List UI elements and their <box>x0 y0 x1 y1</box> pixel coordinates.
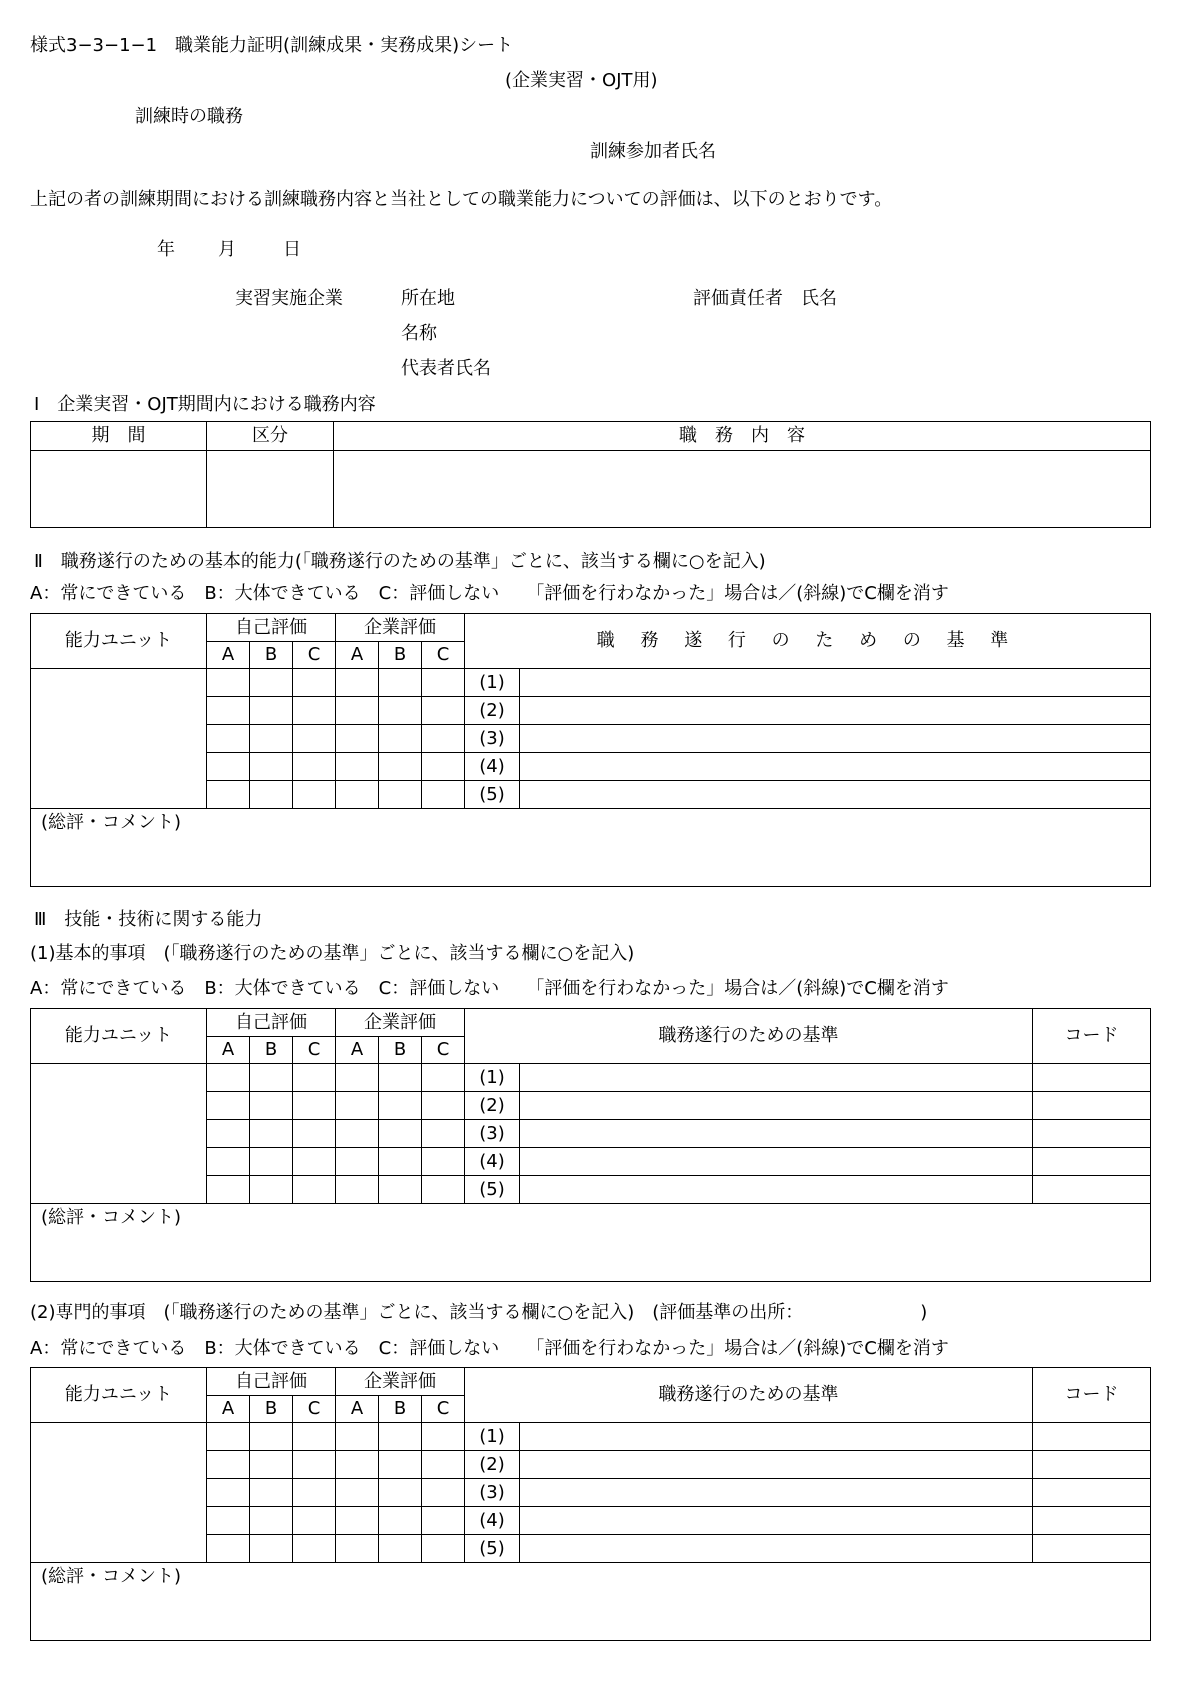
grade-checkbox-cell[interactable] <box>336 753 379 781</box>
grade-checkbox-cell[interactable] <box>250 1064 293 1092</box>
criteria-number: (3) <box>465 1120 520 1148</box>
grade-checkbox-cell[interactable] <box>293 725 336 753</box>
grade-checkbox-cell[interactable] <box>336 781 379 809</box>
grade-checkbox-cell[interactable] <box>207 781 250 809</box>
address-label: 所在地 <box>401 288 455 309</box>
criteria-number: (5) <box>465 1535 520 1563</box>
duty-label: 訓練時の職務 <box>135 106 243 127</box>
code-header: コード <box>1033 1009 1151 1064</box>
grade-c-header: C <box>293 1037 336 1064</box>
grade-checkbox-cell[interactable] <box>336 1423 379 1451</box>
grade-checkbox-cell[interactable] <box>207 697 250 725</box>
criteria-header: 職 務 遂 行 の た め の 基 準 <box>465 614 1151 669</box>
criteria-number: (4) <box>465 1148 520 1176</box>
grade-checkbox-cell[interactable] <box>336 1535 379 1563</box>
grade-checkbox-cell[interactable] <box>293 1423 336 1451</box>
criteria-number: (2) <box>465 697 520 725</box>
grade-checkbox-cell[interactable] <box>422 781 465 809</box>
category-cell[interactable] <box>207 451 334 528</box>
grade-b-header: B <box>379 1037 422 1064</box>
grade-b-header: B <box>379 642 422 669</box>
self-eval-header: 自己評価 <box>207 614 336 642</box>
criteria-cell[interactable] <box>520 1092 1033 1120</box>
unit-header: 能力ユニット <box>31 1368 207 1423</box>
grade-c-header: C <box>422 1037 465 1064</box>
form-title: 様式3−3−1−1 職業能力証明(訓練成果・実務成果)シート <box>30 35 514 56</box>
grade-checkbox-cell[interactable] <box>250 1120 293 1148</box>
criteria-header: 職務遂行のための基準 <box>465 1368 1033 1423</box>
grade-b-header: B <box>250 642 293 669</box>
company-eval-header: 企業評価 <box>336 614 465 642</box>
grade-checkbox-cell[interactable] <box>207 1176 250 1204</box>
grade-a-header: A <box>207 1396 250 1423</box>
basic-ability-table <box>30 613 1151 887</box>
grade-checkbox-cell[interactable] <box>207 1479 250 1507</box>
grade-checkbox-cell[interactable] <box>336 1092 379 1120</box>
code-cell[interactable] <box>1033 1148 1151 1176</box>
grade-checkbox-cell[interactable] <box>293 1064 336 1092</box>
criteria-number: (1) <box>465 669 520 697</box>
grade-checkbox-cell[interactable] <box>379 753 422 781</box>
grade-checkbox-cell[interactable] <box>379 1176 422 1204</box>
grade-checkbox-cell[interactable] <box>422 669 465 697</box>
section1-heading: Ⅰ 企業実習・OJT期間内における職務内容 <box>34 394 376 415</box>
criteria-number: (5) <box>465 781 520 809</box>
grade-checkbox-cell[interactable] <box>250 1423 293 1451</box>
grade-checkbox-cell[interactable] <box>379 697 422 725</box>
grade-checkbox-cell[interactable] <box>207 1535 250 1563</box>
criteria-cell[interactable] <box>520 1120 1033 1148</box>
grade-checkbox-cell[interactable] <box>422 753 465 781</box>
grade-checkbox-cell[interactable] <box>293 1451 336 1479</box>
criteria-cell[interactable] <box>520 1423 1033 1451</box>
specialized-skills-table <box>30 1367 1151 1641</box>
comment-cell[interactable]: (総評・コメント) <box>31 1204 1151 1282</box>
duties-cell[interactable] <box>334 451 1151 528</box>
grade-checkbox-cell[interactable] <box>207 1064 250 1092</box>
criteria-cell[interactable] <box>520 1507 1033 1535</box>
date-year: 年 <box>157 239 175 260</box>
grade-checkbox-cell[interactable] <box>336 669 379 697</box>
grade-checkbox-cell[interactable] <box>422 1120 465 1148</box>
grade-checkbox-cell[interactable] <box>207 1120 250 1148</box>
grade-checkbox-cell[interactable] <box>422 1423 465 1451</box>
criteria-cell[interactable] <box>520 1479 1033 1507</box>
criteria-cell[interactable] <box>520 1451 1033 1479</box>
legend-3-2: A：常にできている B：大体できている C：評価しない 「評価を行わなかった」場合は／(斜線)でC欄を消す <box>30 1338 949 1359</box>
section3-heading: Ⅲ 技能・技術に関する能力 <box>34 909 263 930</box>
grade-checkbox-cell[interactable] <box>250 1507 293 1535</box>
grade-checkbox-cell[interactable] <box>250 1092 293 1120</box>
criteria-number: (2) <box>465 1451 520 1479</box>
participant-label: 訓練参加者氏名 <box>590 141 716 162</box>
grade-checkbox-cell[interactable] <box>379 1507 422 1535</box>
unit-cell[interactable] <box>31 669 207 809</box>
grade-checkbox-cell[interactable] <box>293 1092 336 1120</box>
criteria-cell[interactable] <box>520 697 1151 725</box>
code-cell[interactable] <box>1033 1479 1151 1507</box>
code-cell[interactable] <box>1033 1535 1151 1563</box>
date-day: 日 <box>283 239 301 260</box>
section3-sub1: (1)基本的事項 (「職務遂行のための基準」ごとに、該当する欄に○を記入) <box>30 943 635 964</box>
grade-checkbox-cell[interactable] <box>422 1148 465 1176</box>
grade-checkbox-cell[interactable] <box>293 1148 336 1176</box>
unit-cell[interactable] <box>31 1423 207 1563</box>
grade-checkbox-cell[interactable] <box>422 1064 465 1092</box>
grade-checkbox-cell[interactable] <box>422 1176 465 1204</box>
grade-c-header: C <box>422 642 465 669</box>
code-cell[interactable] <box>1033 1092 1151 1120</box>
section3-sub2: (2)専門的事項 (「職務遂行のための基準」ごとに、該当する欄に○を記入) (評価基準の出所： ) <box>30 1302 928 1323</box>
criteria-number: (1) <box>465 1423 520 1451</box>
criteria-cell[interactable] <box>520 1176 1033 1204</box>
grade-checkbox-cell[interactable] <box>422 1507 465 1535</box>
comment-cell[interactable]: (総評・コメント) <box>31 809 1151 887</box>
criteria-cell[interactable] <box>520 725 1151 753</box>
company-name-label: 名称 <box>401 323 437 344</box>
grade-checkbox-cell[interactable] <box>207 753 250 781</box>
grade-checkbox-cell[interactable] <box>293 753 336 781</box>
grade-checkbox-cell[interactable] <box>422 725 465 753</box>
section2-heading: Ⅱ 職務遂行のための基本的能力(「職務遂行のための基準」ごとに、該当する欄に○を記入) <box>34 551 766 572</box>
criteria-cell[interactable] <box>520 781 1151 809</box>
grade-checkbox-cell[interactable] <box>250 725 293 753</box>
grade-checkbox-cell[interactable] <box>250 1451 293 1479</box>
grade-checkbox-cell[interactable] <box>336 725 379 753</box>
criteria-number: (3) <box>465 1479 520 1507</box>
self-eval-header: 自己評価 <box>207 1009 336 1037</box>
grade-checkbox-cell[interactable] <box>379 1148 422 1176</box>
grade-checkbox-cell[interactable] <box>379 725 422 753</box>
grade-checkbox-cell[interactable] <box>422 1092 465 1120</box>
self-eval-header: 自己評価 <box>207 1368 336 1396</box>
col-category: 区分 <box>207 422 334 451</box>
duties-table <box>30 421 1151 528</box>
basic-skills-table <box>30 1008 1151 1282</box>
criteria-cell[interactable] <box>520 1148 1033 1176</box>
grade-checkbox-cell[interactable] <box>293 1120 336 1148</box>
grade-checkbox-cell[interactable] <box>336 1120 379 1148</box>
criteria-number: (5) <box>465 1176 520 1204</box>
company-eval-header: 企業評価 <box>336 1009 465 1037</box>
col-duties: 職 務 内 容 <box>334 422 1151 451</box>
code-cell[interactable] <box>1033 1064 1151 1092</box>
grade-checkbox-cell[interactable] <box>250 1479 293 1507</box>
grade-checkbox-cell[interactable] <box>336 1479 379 1507</box>
grade-checkbox-cell[interactable] <box>250 781 293 809</box>
code-header: コード <box>1033 1368 1151 1423</box>
grade-checkbox-cell[interactable] <box>293 669 336 697</box>
grade-checkbox-cell[interactable] <box>422 1535 465 1563</box>
grade-checkbox-cell[interactable] <box>336 1176 379 1204</box>
criteria-cell[interactable] <box>520 669 1151 697</box>
grade-checkbox-cell[interactable] <box>293 1176 336 1204</box>
legend-3-1: A：常にできている B：大体できている C：評価しない 「評価を行わなかった」場合は／(斜線)でC欄を消す <box>30 978 949 999</box>
form-subtitle: (企業実習・OJT用) <box>505 70 658 91</box>
grade-checkbox-cell[interactable] <box>293 1479 336 1507</box>
statement: 上記の者の訓練期間における訓練職務内容と当社としての職業能力についての評価は、以下のとおりです。 <box>30 189 893 210</box>
grade-b-header: B <box>379 1396 422 1423</box>
grade-checkbox-cell[interactable] <box>250 669 293 697</box>
grade-c-header: C <box>293 642 336 669</box>
unit-header: 能力ユニット <box>31 1009 207 1064</box>
grade-checkbox-cell[interactable] <box>293 697 336 725</box>
criteria-cell[interactable] <box>520 753 1151 781</box>
grade-a-header: A <box>336 1396 379 1423</box>
grade-checkbox-cell[interactable] <box>293 1535 336 1563</box>
company-label: 実習実施企業 <box>235 288 343 309</box>
grade-checkbox-cell[interactable] <box>379 1535 422 1563</box>
code-cell[interactable] <box>1033 1507 1151 1535</box>
date-month: 月 <box>218 239 236 260</box>
company-eval-header: 企業評価 <box>336 1368 465 1396</box>
representative-label: 代表者氏名 <box>401 358 491 379</box>
grade-checkbox-cell[interactable] <box>207 725 250 753</box>
grade-checkbox-cell[interactable] <box>379 1479 422 1507</box>
grade-checkbox-cell[interactable] <box>250 1148 293 1176</box>
grade-checkbox-cell[interactable] <box>379 781 422 809</box>
grade-checkbox-cell[interactable] <box>422 697 465 725</box>
grade-checkbox-cell[interactable] <box>379 1120 422 1148</box>
grade-checkbox-cell[interactable] <box>207 669 250 697</box>
unit-cell[interactable] <box>31 1064 207 1204</box>
grade-checkbox-cell[interactable] <box>336 697 379 725</box>
criteria-number: (4) <box>465 753 520 781</box>
grade-b-header: B <box>250 1037 293 1064</box>
grade-checkbox-cell[interactable] <box>207 1451 250 1479</box>
grade-checkbox-cell[interactable] <box>250 1535 293 1563</box>
table-row <box>31 1064 1151 1092</box>
criteria-header: 職務遂行のための基準 <box>465 1009 1033 1064</box>
col-period: 期 間 <box>31 422 207 451</box>
grade-checkbox-cell[interactable] <box>422 1479 465 1507</box>
criteria-number: (1) <box>465 1064 520 1092</box>
grade-a-header: A <box>336 642 379 669</box>
criteria-number: (3) <box>465 725 520 753</box>
grade-checkbox-cell[interactable] <box>207 1148 250 1176</box>
grade-checkbox-cell[interactable] <box>379 1451 422 1479</box>
code-cell[interactable] <box>1033 1176 1151 1204</box>
grade-checkbox-cell[interactable] <box>250 697 293 725</box>
evaluator-label: 評価責任者 氏名 <box>693 288 837 309</box>
code-cell[interactable] <box>1033 1451 1151 1479</box>
grade-checkbox-cell[interactable] <box>336 1507 379 1535</box>
table-row <box>31 669 1151 697</box>
code-cell[interactable] <box>1033 1423 1151 1451</box>
table-row <box>31 1423 1151 1451</box>
grade-checkbox-cell[interactable] <box>379 1064 422 1092</box>
grade-checkbox-cell[interactable] <box>336 1451 379 1479</box>
grade-checkbox-cell[interactable] <box>336 1148 379 1176</box>
unit-header: 能力ユニット <box>31 614 207 669</box>
grade-checkbox-cell[interactable] <box>250 1176 293 1204</box>
grade-c-header: C <box>422 1396 465 1423</box>
grade-checkbox-cell[interactable] <box>250 753 293 781</box>
legend-2: A：常にできている B：大体できている C：評価しない 「評価を行わなかった」場合は／(斜線)でC欄を消す <box>30 583 949 604</box>
grade-a-header: A <box>336 1037 379 1064</box>
grade-checkbox-cell[interactable] <box>379 1423 422 1451</box>
grade-checkbox-cell[interactable] <box>336 1064 379 1092</box>
grade-c-header: C <box>293 1396 336 1423</box>
grade-b-header: B <box>250 1396 293 1423</box>
grade-checkbox-cell[interactable] <box>293 1507 336 1535</box>
grade-checkbox-cell[interactable] <box>379 1092 422 1120</box>
grade-checkbox-cell[interactable] <box>207 1092 250 1120</box>
period-cell[interactable] <box>31 451 207 528</box>
grade-a-header: A <box>207 642 250 669</box>
grade-checkbox-cell[interactable] <box>422 1451 465 1479</box>
criteria-cell[interactable] <box>520 1535 1033 1563</box>
grade-checkbox-cell[interactable] <box>379 669 422 697</box>
criteria-cell[interactable] <box>520 1064 1033 1092</box>
comment-cell[interactable]: (総評・コメント) <box>31 1563 1151 1641</box>
grade-checkbox-cell[interactable] <box>293 781 336 809</box>
grade-a-header: A <box>207 1037 250 1064</box>
grade-checkbox-cell[interactable] <box>207 1507 250 1535</box>
criteria-number: (2) <box>465 1092 520 1120</box>
grade-checkbox-cell[interactable] <box>207 1423 250 1451</box>
criteria-number: (4) <box>465 1507 520 1535</box>
code-cell[interactable] <box>1033 1120 1151 1148</box>
